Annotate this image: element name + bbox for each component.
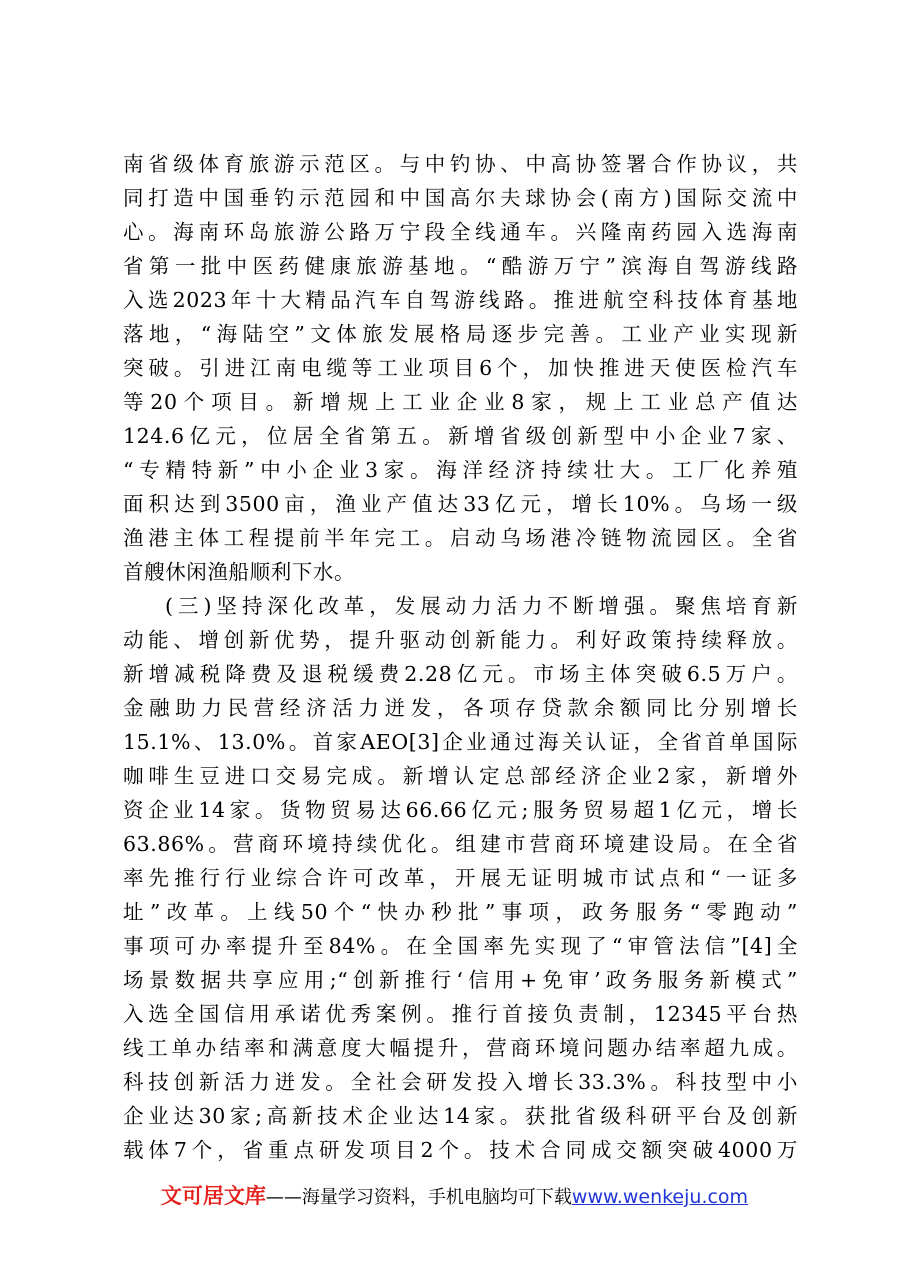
text-line: 突破。引进江南电缆等工业项目6个，加快推进天使医检汽车 xyxy=(123,356,798,380)
text-line: 动能、增创新优势，提升驱动创新能力。利好政策持续释放。 xyxy=(123,628,798,652)
text-line: 科技创新活力迸发。全社会研发投入增长33.3%。科技型中小 xyxy=(123,1070,798,1094)
text-line: 咖啡生豆进口交易完成。新增认定总部经济企业2家，新增外 xyxy=(123,764,798,788)
text-line: 63.86%。营商环境持续优化。组建市营商环境建设局。在全省 xyxy=(123,832,798,856)
text-line: 面积达到3500亩，渔业产值达33亿元，增长10%。乌场一级 xyxy=(123,492,798,516)
text-line: 落地，“海陆空”文体旅发展格局逐步完善。工业产业实现新 xyxy=(123,322,798,346)
text-line: 省第一批中医药健康旅游基地。“酷游万宁”滨海自驾游线路 xyxy=(123,254,798,278)
text-line: 渔港主体工程提前半年完工。启动乌场港冷链物流园区。全省 xyxy=(123,526,798,550)
text-line: 南省级体育旅游示范区。与中钓协、中高协签署合作协议，共 xyxy=(123,152,798,176)
text-line: 入选全国信用承诺优秀案例。推行首接负责制，12345平台热 xyxy=(123,1002,798,1026)
text-line: 15.1%、13.0%。首家AEO[3]企业通过海关认证，全省首单国际 xyxy=(123,730,798,754)
text-line: 线工单办结率和满意度大幅提升，营商环境问题办结率超九成。 xyxy=(123,1036,798,1060)
text-line: 资企业14家。货物贸易达66.66亿元;服务贸易超1亿元，增长 xyxy=(123,798,798,822)
footer-banner xyxy=(0,1180,909,1212)
text-line: 率先推行行业综合许可改革，开展无证明城市试点和“一证多 xyxy=(123,866,798,890)
section-heading-line: (三)坚持深化改革，发展动力活力不断增强。聚焦培育新 xyxy=(165,594,798,618)
text-line: 场景数据共享应用;“创新推行‘信用+免审’政务服务新模式” xyxy=(123,968,798,992)
text-line: 址”改革。上线50个“快办秒批”事项，政务服务“零跑动” xyxy=(123,900,798,924)
site-link[interactable]: www.wenkeju.com xyxy=(571,1186,749,1208)
brand-name: 文可居文库 xyxy=(160,1184,266,1208)
footer-tagline: ——海量学习资料，手机电脑均可下载 xyxy=(265,1187,572,1208)
text-line: 金融助力民营经济活力迸发，各项存贷款余额同比分别增长 xyxy=(123,696,798,720)
text-line: 事项可办率提升至84%。在全国率先实现了“审管法信”[4]全 xyxy=(123,934,798,958)
text-line: 企业达30家;高新技术企业达14家。获批省级科研平台及创新 xyxy=(123,1104,798,1128)
text-line: “专精特新”中小企业3家。海洋经济持续壮大。工厂化养殖 xyxy=(123,458,798,482)
text-line: 入选2023年十大精品汽车自驾游线路。推进航空科技体育基地 xyxy=(123,288,798,312)
text-line: 同打造中国垂钓示范园和中国高尔夫球协会(南方)国际交流中 xyxy=(123,186,798,210)
text-line: 新增减税降费及退税缓费2.28亿元。市场主体突破6.5万户。 xyxy=(123,662,798,686)
text-line: 心。海南环岛旅游公路万宁段全线通车。兴隆南药园入选海南 xyxy=(123,220,798,244)
text-line: 首艘休闲渔船顺利下水。 xyxy=(123,560,356,584)
text-line: 124.6亿元，位居全省第五。新增省级创新型中小企业7家、 xyxy=(123,424,798,448)
text-line: 等20个项目。新增规上工业企业8家，规上工业总产值达 xyxy=(123,390,798,414)
text-line: 载体7个，省重点研发项目2个。技术合同成交额突破4000万 xyxy=(123,1138,798,1162)
